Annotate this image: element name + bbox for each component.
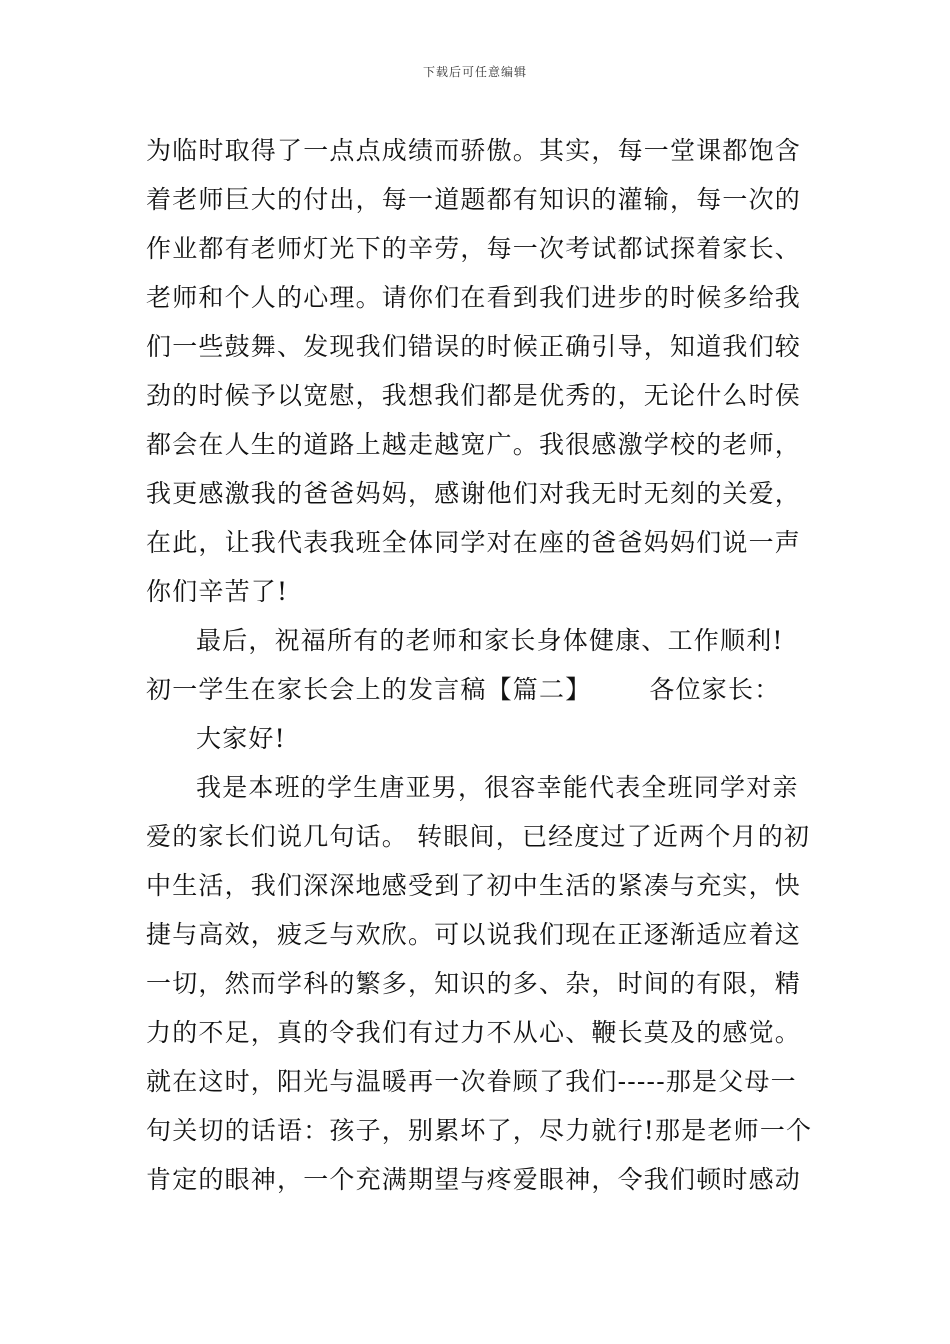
body-line: 力的不足，真的令我们有过力不从心、鞭长莫及的感觉。 (146, 1018, 802, 1047)
body-line: 着老师巨大的付出，每一道题都有知识的灌输，每一次的 (146, 185, 802, 214)
body-line: 句关切的话语：孩子，别累坏了，尽力就行!那是老师一个 (146, 1116, 813, 1145)
body-line: 我更感激我的爸爸妈妈，感谢他们对我无时无刻的关爱， (146, 479, 802, 508)
body-line: 你们辛苦了! (146, 577, 289, 606)
body-line: 在此，让我代表我班全体同学对在座的爸爸妈妈们说一声 (146, 528, 802, 557)
body-line: 们一些鼓舞、发现我们错误的时候正确引导，知道我们较 (146, 332, 802, 361)
body-line: 都会在人生的道路上越走越宽广。我很感激学校的老师， (146, 430, 802, 459)
greeting: 大家好! (196, 724, 286, 753)
body-line: 中生活，我们深深地感受到了初中生活的紧凑与充实，快 (146, 871, 802, 900)
closing-paragraph: 最后，祝福所有的老师和家长身体健康、工作顺利! (196, 626, 784, 655)
body-line: 肯定的眼神，一个充满期望与疼爱眼神，令我们顿时感动 (146, 1165, 802, 1194)
body-line: 为临时取得了一点点成绩而骄傲。其实，每一堂课都饱含 (146, 136, 802, 165)
body-line: 一切，然而学科的繁多，知识的多、杂，时间的有限，精 (146, 969, 802, 998)
body-line: 爱的家长们说几句话。 转眼间，已经度过了近两个月的初 (146, 822, 811, 851)
section-title: 初一学生在家长会上的发言稿【篇二】 (146, 675, 592, 704)
body-line: 老师和个人的心理。请你们在看到我们进步的时候多给我 (146, 283, 802, 312)
body-line: 作业都有老师灯光下的辛劳，每一次考试都试探着家长、 (146, 234, 802, 263)
body-line: 就在这时，阳光与温暖再一次眷顾了我们-----那是父母一 (146, 1067, 797, 1096)
body-line: 劲的时候予以宽慰，我想我们都是优秀的，无论什么时侯 (146, 381, 802, 410)
body-line: 捷与高效，疲乏与欢欣。可以说我们现在正逐渐适应着这 (146, 920, 802, 949)
section-heading-line (146, 665, 816, 714)
page-header (0, 64, 950, 80)
salutation: 各位家长： (649, 675, 781, 704)
header-text: 下载后可任意编辑 (422, 65, 527, 79)
body-line: 我是本班的学生唐亚男，很容幸能代表全班同学对亲 (196, 773, 799, 802)
document-body (146, 126, 816, 1204)
